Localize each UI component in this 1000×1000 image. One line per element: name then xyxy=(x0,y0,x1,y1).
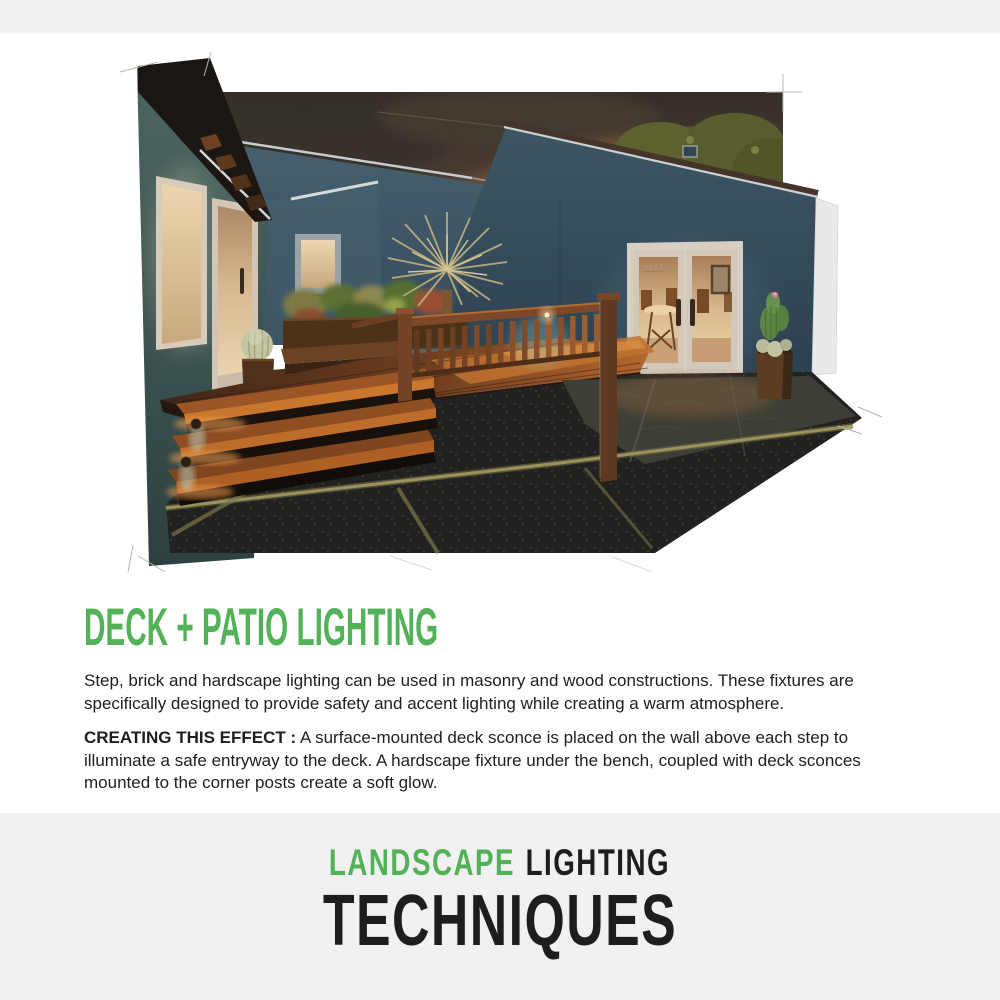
railing-post xyxy=(600,298,617,482)
effect-label: CREATING THIS EFFECT : xyxy=(84,728,297,747)
door-handle xyxy=(240,268,244,294)
picture-frame xyxy=(712,266,729,293)
top-margin-band xyxy=(0,0,1000,33)
effect-paragraph xyxy=(84,727,884,795)
white-wall-panel xyxy=(812,198,838,375)
railing-post xyxy=(398,312,412,402)
deck-patio-rendering xyxy=(100,40,890,580)
section-heading xyxy=(84,600,884,656)
post-sconce xyxy=(539,307,555,323)
door-handle xyxy=(676,299,681,326)
text-section xyxy=(84,600,884,807)
section-heading-text: DECK + PATIO LIGHTING xyxy=(84,598,439,657)
lit-window xyxy=(156,176,207,350)
intro-paragraph: Step, brick and hardscape lighting can be used in masonry and wood constructions. These fixtures are specifically designed to provide safety and accent lighting while creating a warm atmosphere. xyxy=(84,671,854,713)
attic-vent xyxy=(683,146,697,157)
brand-word-techniques: TECHNIQUES xyxy=(322,881,678,961)
brand-word-landscape: LANDSCAPE xyxy=(329,842,516,883)
effect-text: A surface-mounted deck sconce is placed on the wall above each step to illuminate a safe entryway to the deck. A hardscape fixture under the bench, coupled with deck sconces mounted to the corner posts create a soft glow. xyxy=(84,728,861,792)
brand-line-2 xyxy=(0,881,1000,976)
brand-word-lighting: LIGHTING xyxy=(526,842,671,883)
door-handle xyxy=(690,299,695,326)
